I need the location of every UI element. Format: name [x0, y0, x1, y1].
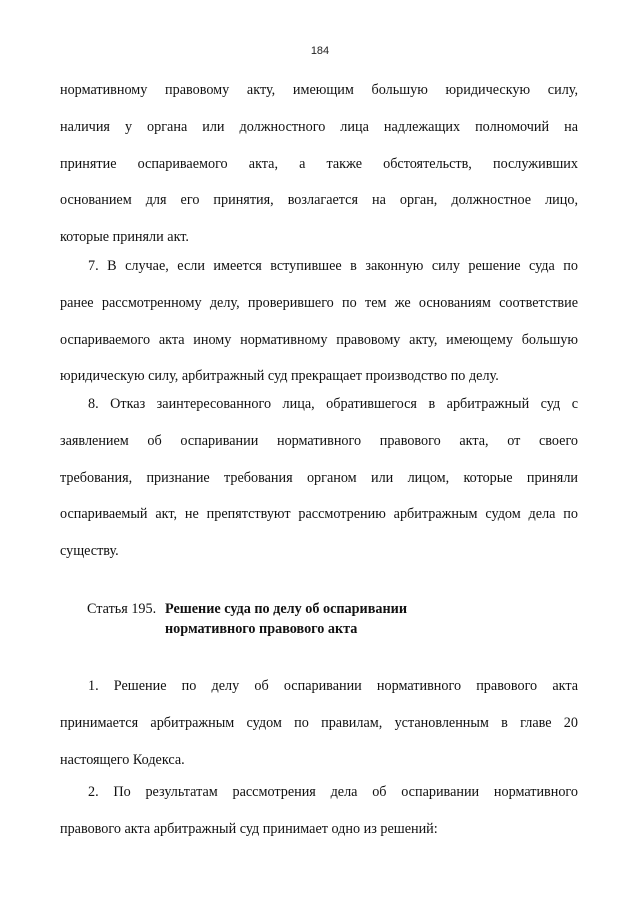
text-line: заявлением об оспаривании нормативного правового акта, от своего	[60, 432, 578, 449]
paragraph-continued	[60, 72, 578, 256]
paragraph-8	[60, 386, 578, 570]
text-line: принятие оспариваемого акта, а также обстоятельств, послуживших	[60, 155, 578, 172]
article-title-continued: нормативного правового акта	[165, 621, 358, 637]
text-line: 1. Решение по делу об оспаривании нормативного правового акта	[88, 678, 578, 694]
text-line: 8. Отказ заинтересованного лица, обратившегося в арбитражный суд с	[88, 396, 578, 412]
paragraph-article-2	[60, 774, 578, 848]
text-line: требования, признание требования органом или лицом, которые приняли	[60, 469, 578, 486]
page-number: 184	[310, 45, 330, 57]
text-line: нормативному правовому акту, имеющим большую юридическую силу,	[60, 82, 578, 98]
text-line: наличия у органа или должностного лица надлежащих полномочий на	[60, 118, 578, 135]
text-line: оспариваемый акт, не препятствуют рассмотрению арбитражным судом дела по	[60, 506, 578, 523]
text-line: существу.	[60, 543, 119, 560]
text-line: которые приняли акт.	[60, 229, 189, 246]
text-line: ранее рассмотренному делу, проверившего по тем же основаниям соответствие	[60, 294, 578, 311]
paragraph-7	[60, 248, 578, 395]
text-line: настоящего Кодекса.	[60, 751, 185, 768]
article-title: Решение суда по делу об оспаривании	[165, 601, 407, 617]
text-line: 7. В случае, если имеется вступившее в законную силу решение суда по	[88, 258, 578, 274]
text-line: оспариваемого акта иному нормативному правовому акту, имеющему большую	[60, 331, 578, 348]
text-line: принимается арбитражным судом по правилам, установленным в главе 20	[60, 714, 578, 731]
text-line: юридическую силу, арбитражный суд прекращает производство по делу.	[60, 368, 499, 385]
text-line: 2. По результатам рассмотрения дела об оспаривании нормативного	[88, 784, 578, 800]
paragraph-article-1	[60, 668, 578, 778]
text-line: правового акта арбитражный суд принимает одно из решений:	[60, 820, 438, 837]
text-line: основанием для его принятия, возлагается на орган, должностное лицо,	[60, 192, 578, 209]
article-label: Статья 195.	[87, 601, 157, 617]
article-heading	[87, 599, 407, 639]
